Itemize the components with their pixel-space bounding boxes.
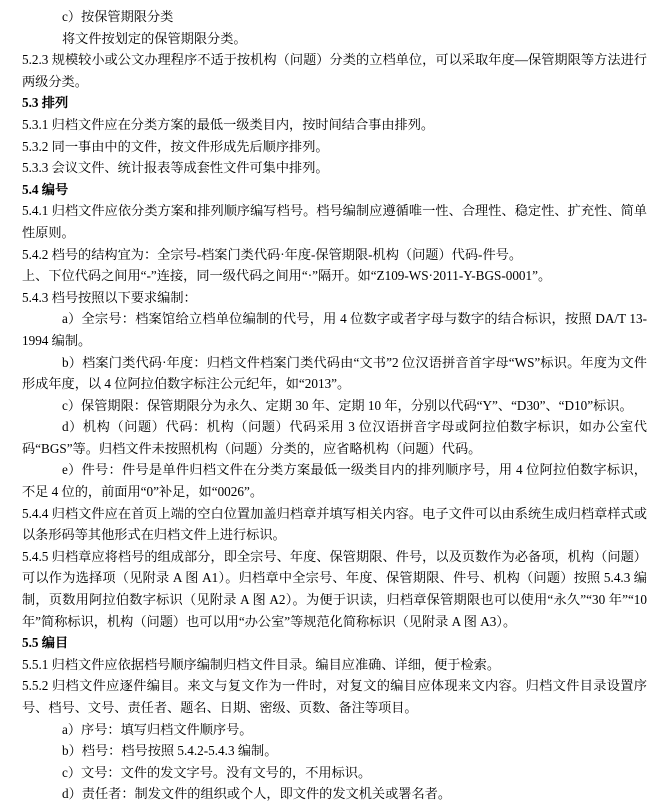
heading-5-4: 5.4 编号 bbox=[22, 181, 69, 197]
paragraph-clause-5-4-2: 5.4.2 档号的结构宜为：全宗号-档案门类代码·年度-保管期限-机构（问题）代码-件号。 bbox=[22, 246, 523, 262]
paragraph-clause-5-4-4: 5.4.4 归档文件应在首页上端的空白位置加盖归档章并填写相关内容。电子文件可以由系统生成归档章样式或以条形码等其他形式在归档文件上进行标识。 bbox=[22, 505, 647, 543]
paragraph-clause-5-2-3: 5.2.3 规模较小或公文办理程序不适于按机构（问题）分类的立档单位，可以采取年度—保管期限等方法进行两级分类。 bbox=[22, 52, 647, 89]
list-item-b-category-code: b）档案门类代码·年度：归档文件档案门类代码由“文书”2 位汉语拼音首字母“WS”标识。年度为文件形成年度，以 4 位阿拉伯数字标注公元纪年，如“2013”。 bbox=[22, 354, 647, 392]
list-item-a-fonds-number: a）全宗号：档案馆给立档单位编制的代号，用 4 位数字或者字母与数字的结合标识，按照 DA/T 13-1994 编制。 bbox=[22, 311, 647, 348]
paragraph-clause-5-3-1: 5.3.1 归档文件应在分类方案的最低一级类目内，按时间结合事由排列。 bbox=[22, 116, 435, 132]
list-item-a-serial-number: a）序号：填写归档文件顺序号。 bbox=[62, 721, 253, 737]
paragraph: 将文件按划定的保管期限分类。 bbox=[62, 30, 247, 46]
paragraph-clause-5-3-3: 5.3.3 会议文件、统计报表等成套性文件可集中排列。 bbox=[22, 160, 329, 176]
paragraph-clause-5-3-2: 5.3.2 同一事由中的文件，按文件形成先后顺序排列。 bbox=[22, 138, 329, 154]
list-item-e-item-number: e）件号：件号是单件归档文件在分类方案最低一级类目内的排列顺序号，用 4 位阿拉伯数字标识，不足 4 位的，前面用“0”补足，如“0026”。 bbox=[22, 462, 647, 500]
list-item-d-organization-code: d）机构（问题）代码：机构（问题）代码采用 3 位汉语拼音字母或阿拉伯数字标识，如办公室代码“BGS”等。归档文件未按照机构（问题）分类的，应省略机构（问题）代码。 bbox=[22, 419, 647, 456]
paragraph-code-separator: 上、下位代码之间用“-”连接，同一级代码之间用“·”隔开。如“Z109-WS·2011-Y-BGS-0001”。 bbox=[22, 268, 552, 284]
paragraph-clause-5-5-2: 5.5.2 归档文件应逐件编目。来文与复文作为一件时，对复文的编目应体现来文内容。归档文件目录设置序号、档号、文号、责任者、题名、日期、密级、页数、备注等项目。 bbox=[22, 678, 647, 715]
list-item-b-archive-number: b）档号：档号按照 5.4.2-5.4.3 编制。 bbox=[62, 743, 278, 759]
heading-5-5: 5.5 编目 bbox=[22, 635, 69, 651]
document-body bbox=[22, 6, 647, 805]
list-item-c-retention-period: c）保管期限：保管期限分为永久、定期 30 年、定期 10 年，分别以代码“Y”、“D30”、“D10”标识。 bbox=[62, 397, 633, 413]
paragraph-clause-5-4-3: 5.4.3 档号按照以下要求编制： bbox=[22, 289, 197, 305]
paragraph-clause-5-4-5: 5.4.5 归档章应将档号的组成部分，即全宗号、年度、保管期限、件号，以及页数作为必备项，机构（问题）可以作为选择项（见附录 A 图 A1）。归档章中全宗号、年度、保管期限、件号、机构（问题）按照 5.4.3 编制，页数用阿拉伯数字标识（见附录 A 图 A2）。为便于识读，归档章保管期限也可以使用“永久”“30 年”“10 年”简称标识，机构（问题）也可以用“办公室”等规范化简称标识（见附录 A 图 A3）。 bbox=[22, 548, 647, 629]
paragraph-clause-5-5-1: 5.5.1 归档文件应依据档号顺序编制归档文件目录。编目应准确、详细，便于检索。 bbox=[22, 656, 501, 672]
list-item-d-responsible-party: d）责任者：制发文件的组织或个人，即文件的发文机关或署名者。 bbox=[62, 786, 452, 802]
heading-5-3: 5.3 排列 bbox=[22, 95, 69, 111]
paragraph-clause-5-4-1: 5.4.1 归档文件应依分类方案和排列顺序编写档号。档号编制应遵循唯一性、合理性、稳定性、扩充性、简单性原则。 bbox=[22, 203, 647, 240]
list-item-c-document-number: c）文号：文件的发文字号。没有文号的，不用标识。 bbox=[62, 764, 372, 780]
paragraph: c）按保管期限分类 bbox=[62, 9, 174, 24]
